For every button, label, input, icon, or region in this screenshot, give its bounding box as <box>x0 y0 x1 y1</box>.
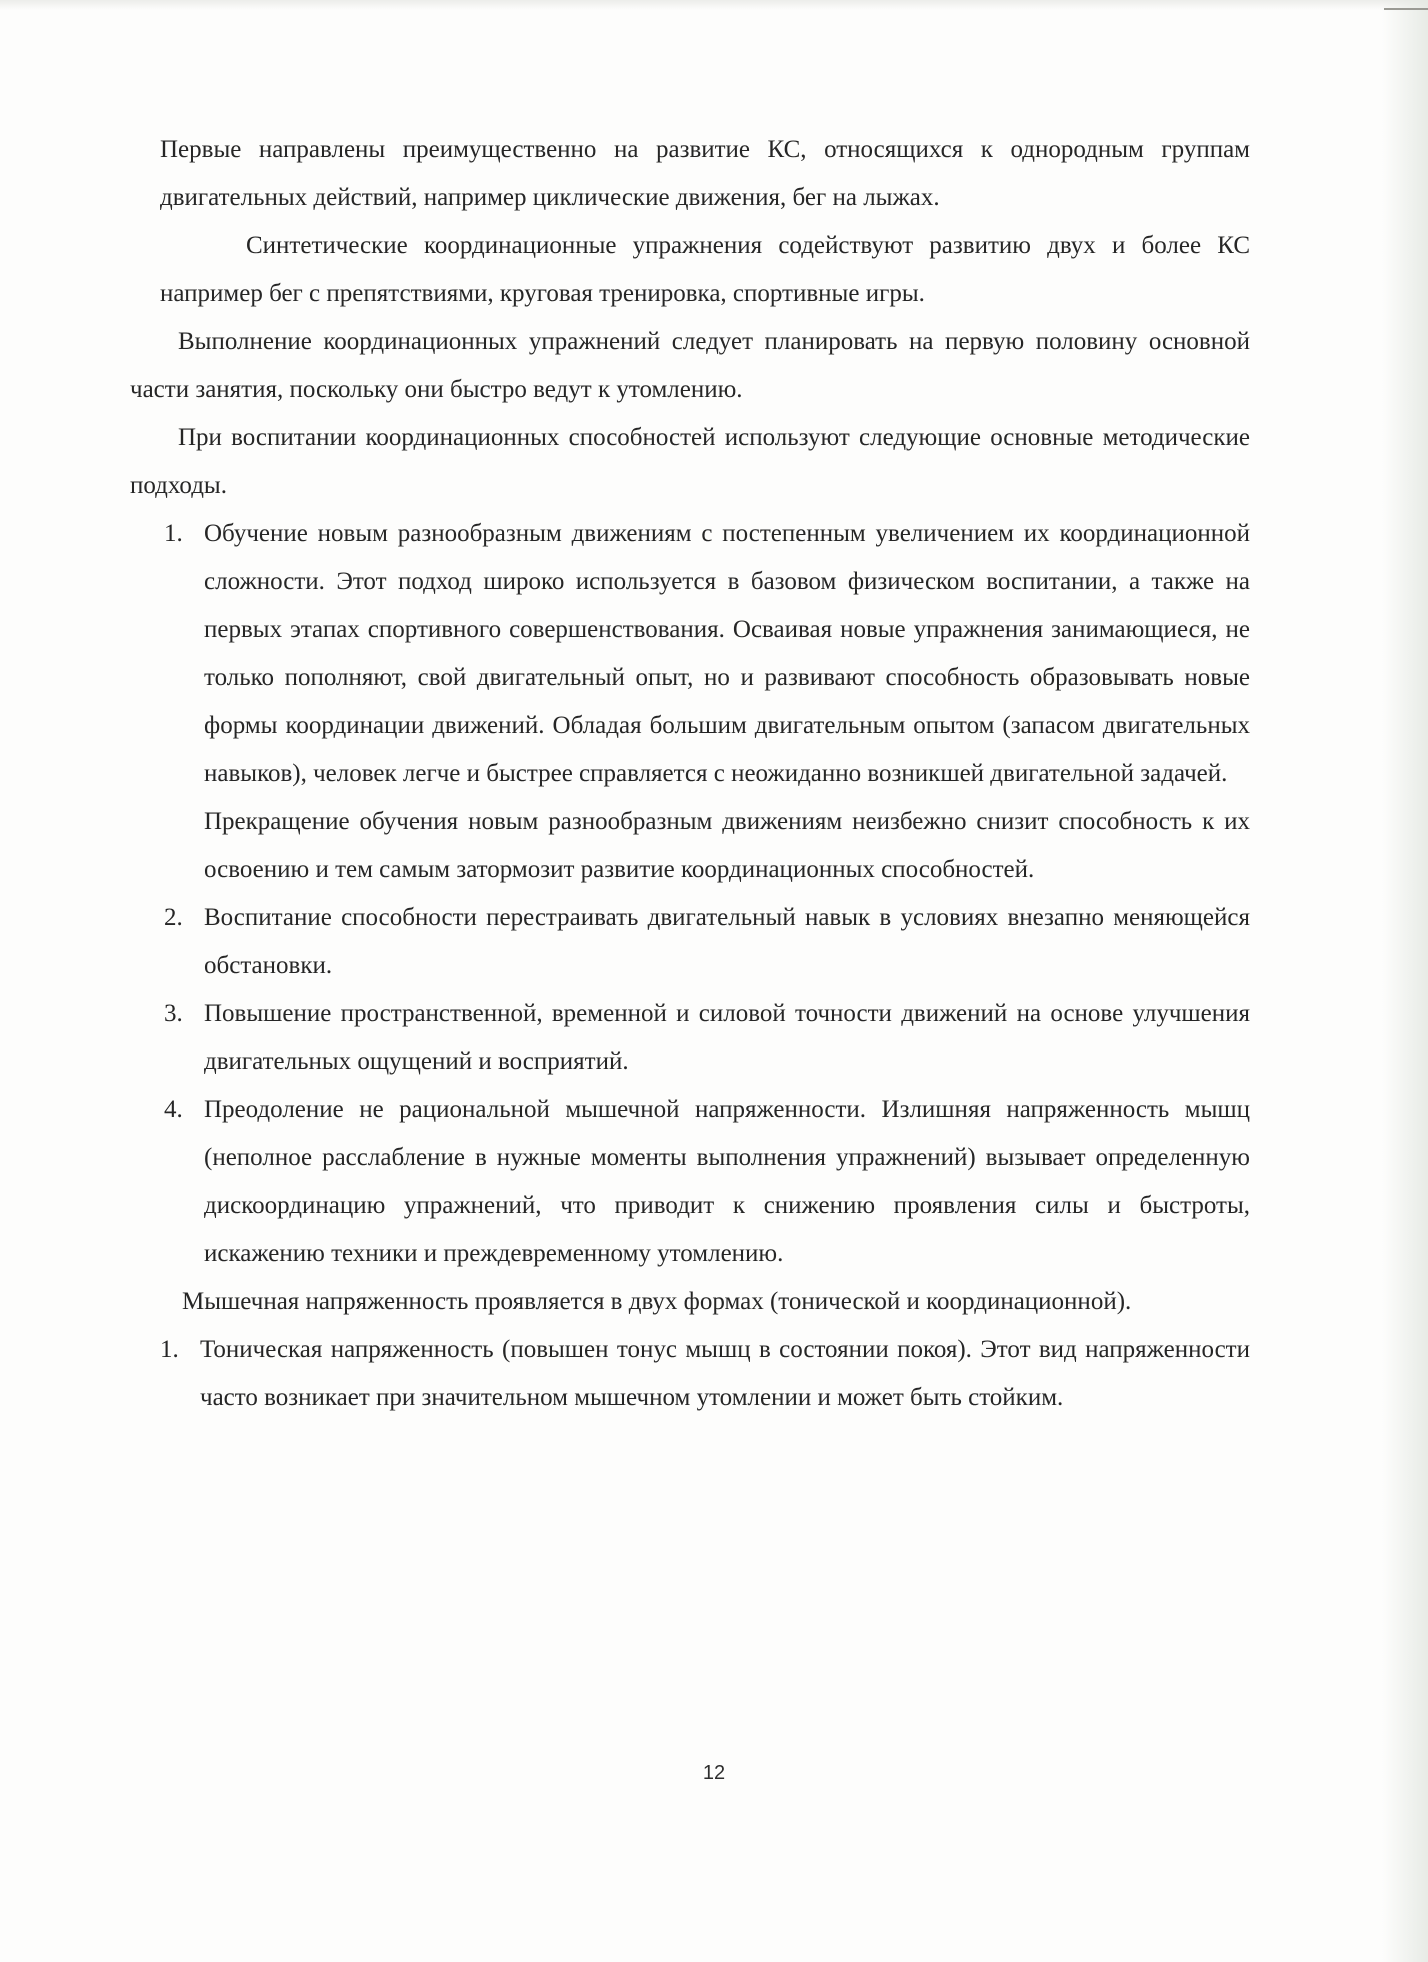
list-item <box>164 990 1250 1086</box>
list-number: 1. <box>160 1336 179 1363</box>
list-number: 3. <box>164 1000 183 1027</box>
list-number: 1. <box>164 520 183 547</box>
list-item-text: Обучение новым разнообразным движениям с постепенным увеличением их координационной сложности. Этот подход широко используется в базовом физическом воспитании, а также на первых этапах спортивного совершенствования. Осваивая новые упражнения занимающиеся, не только пополняют, свой двигательный опыт, но и развивают способность образовывать новые формы координации движений. Обладая большим двигательным опытом (запасом двигательных навыков), человек легче и быстрее справляется с неожиданно возникшей двигательной задачей. <box>204 520 1250 787</box>
scan-corner-mark <box>1384 8 1428 10</box>
list-item <box>164 1086 1250 1278</box>
list-item <box>160 1326 1250 1422</box>
list-item-text: Преодоление не рациональной мышечной напряженности. Излишняя напряженность мышц (неполное расслабление в нужные моменты выполнения упражнений) вызывает определенную дискоординацию упражнений, что приводит к снижению проявления силы и быстроты, искажению техники и преждевременному утомлению. <box>204 1096 1250 1267</box>
list-item-text: Повышение пространственной, временной и силовой точности движений на основе улучшения двигательных ощущений и восприятий. <box>204 1000 1250 1075</box>
document-body <box>130 126 1250 1422</box>
list-number: 2. <box>164 904 183 931</box>
paragraph-planning: Выполнение координационных упражнений следует планировать на первую половину основной части занятия, поскольку они быстро ведут к утомлению. <box>130 328 1250 403</box>
list-item <box>164 894 1250 990</box>
list-item-text: Воспитание способности перестраивать двигательный навык в условиях внезапно меняющейся обстановки. <box>204 904 1250 979</box>
tension-forms-list <box>160 1326 1250 1422</box>
scan-shadow-top <box>0 0 1428 10</box>
paragraph-synthetic-exercises: Синтетические координационные упражнения содействуют развитию двух и более КС например бег с препятствиями, круговая тренировка, спортивные игры. <box>160 232 1250 307</box>
page-number: 12 <box>702 1762 726 1784</box>
approaches-list <box>164 510 1250 1278</box>
paragraph-tension-forms: Мышечная напряженность проявляется в двух формах (тонической и координационной). <box>182 1288 1132 1315</box>
list-number: 4. <box>164 1096 183 1123</box>
list-item-extra-text: Прекращение обучения новым разнообразным движениям неизбежно снизит способность к их освоению и тем самым затормозит развитие координационных способностей. <box>204 808 1250 883</box>
paragraph-approaches-intro: При воспитании координационных способностей используют следующие основные методические подходы. <box>130 424 1250 499</box>
list-item <box>164 510 1250 894</box>
list-item-text: Тоническая напряженность (повышен тонус мышц в состоянии покоя). Этот вид напряженности часто возникает при значительном мышечном утомлении и может быть стойким. <box>200 1336 1250 1411</box>
scan-shadow-edge <box>1382 0 1428 1962</box>
paragraph-first-exercises: Первые направлены преимущественно на развитие КС, относящихся к однородным группам двигательных действий, например циклические движения, бег на лыжах. <box>160 136 1250 211</box>
